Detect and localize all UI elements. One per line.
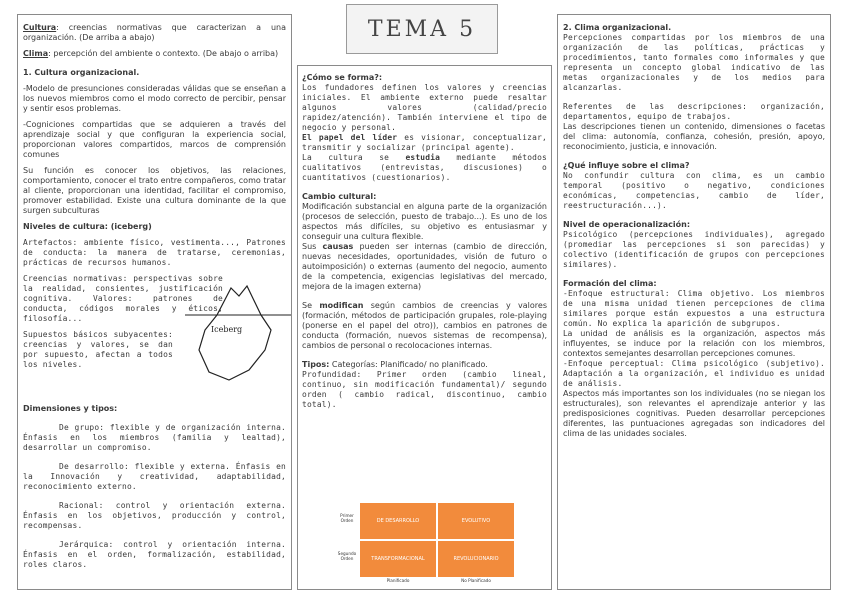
heading-como-se-forma: ¿Cómo se forma?: [302, 73, 383, 82]
paragraph-artefactos: Artefactos: ambiente físico, vestimenta..., Patrones de conducta: la manera de tratarse, ceremonias, prácticas de recursos humanos. [23, 238, 286, 267]
paragraph-aspectos: Aspectos más importantes son los individuales (no se niegan los estructurales), son relevantes el aprendizaje anterior y las predisposiciones cognitivas. Pueden desarrollar percepciones diferentes, las puntuaciones agregadas son indicadores del clima de las unidades sociales. [563, 389, 825, 438]
heading-clima-organizacional: 2. Clima organizacional. [563, 23, 672, 32]
matrix-col-planificado: Planificado [386, 578, 410, 583]
paragraph-clima: Percepciones compartidas por los miembros de una organización de las políticas, prácticas y procedimientos, tanto formales como informales y que representa un concepto global indicativo de las metas organizacionales y de los medios para alcanzarlas. [563, 33, 825, 92]
matrix-cell-revolucionario: REVOLUCIONARIO [438, 541, 514, 577]
cultura-definition: Cultura: creencias normativas que caracterizan a una organización. (De arriba a abajo) [23, 23, 286, 42]
paragraph-funcion: Su función es conocer los objetivos, las relaciones, comportamiento, conocer el trato entre compañeros, como tratar al cliente, proporcionan una identidad, facilitar el compromiso, promover estabilidad. Existe una cultura dominante de la que surgen subculturas [23, 166, 286, 215]
page-title: TEMA 5 [367, 16, 477, 42]
matrix-cell-transformacional: TRANSFORMACIONAL [360, 541, 436, 577]
paragraph-enfoque-estructural: -Enfoque estructural: Clima objetivo. Los miembros de una misma unidad tienen percepciones de clima similares porque están expuestos a una estructura común. No explica la aparición de subgrupos. [563, 289, 825, 328]
clima-definition: Clima: percepción del ambiente o contexto. (De abajo o arriba) [23, 49, 279, 58]
paragraph-estudia: La cultura se estudia mediante métodos cualitativos (entrevistas, discusiones) o cuantitativos (cuestionarios). [302, 153, 547, 182]
heading-que-influye: ¿Qué influye sobre el clima? [563, 161, 690, 170]
iceberg-section [23, 326, 286, 390]
paragraph-enfoque-perceptual: -Enfoque perceptual: Clima psicológico (subjetivo). Adaptación a la organización, el individuo es unidad de análisis. [563, 359, 825, 388]
heading-cambio-cultural: Cambio cultural: [302, 192, 377, 201]
matrix-row-primer-orden: Primer Orden [340, 513, 354, 523]
paragraph-unidad-analisis: La unidad de análisis es la organización, aspectos más influyentes, se induce por la relación con los miembros, contextos semejantes desarrollan percepciones comunes. [563, 329, 825, 358]
heading-formacion-clima: Formación del clima: [563, 279, 657, 288]
paragraph-causas: Sus causas pueden ser internas (cambio de dirección, nuevas necesidades, oportunidades, visión de futuro o autoimposición) o externas (aumento del negocio, aumento de la competencia, exigencias legislativas del mercado, mejora de la imagen externa) [302, 242, 547, 291]
paragraph-profundidad: Profundidad: Primer orden (cambio lineal, continuo, sin modificación fundamental)/ segundo orden ( cambio radical, discontinuo, cambio total). [302, 370, 547, 409]
paragraph-grupo: De grupo: flexible y de organización interna. Énfasis en los miembros (familia y lealtad), desarrollar un compromiso. [23, 423, 286, 452]
heading-niveles: Niveles de cultura: (iceberg) [23, 222, 152, 231]
column-cultura [17, 14, 292, 590]
matrix-col-no-planificado: No Planificado [461, 578, 491, 583]
paragraph-cogniciones: -Cogniciones compartidas que se adquieren a través del aprendizaje social y que configuran la experiencia social, proporcionan valores compartidos, marcos de comprensión comunes [23, 120, 286, 159]
iceberg-icon [183, 280, 292, 395]
paragraph-lider: El papel del líder es visionar, conceptualizar, transmitir y socializar (principal agente). [302, 133, 547, 152]
title-box [346, 4, 498, 54]
heading-dimensiones: Dimensiones y tipos: [23, 404, 118, 413]
paragraph-como: Los fundadores definen los valores y creencias iniciales. El ambiente externo puede resaltar algunos valores (calidad/precio rapidez/atención). También interviene el tipo de negocio y personal. [302, 83, 547, 132]
matrix-cell-evolutivo: EVOLUTIVO [438, 503, 514, 539]
change-type-matrix [336, 503, 514, 583]
paragraph-jerarquica: Jerárquica: control y orientación interna. Énfasis en el orden, formalización, estabilidad, roles claros. [23, 540, 286, 569]
paragraph-influye: No confundir cultura con clima, es un cambio temporal (positivo o negativo, condiciones económicas, competencias, cambio de líder, reestructuración...). [563, 171, 825, 210]
paragraph-nivel: Psicológico (percepciones individuales), agregado (promediar las percepciones si son parecidas) y colectivo (identificación de grupos con percepciones similares). [563, 230, 825, 269]
paragraph-cambio: Modificación substancial en alguna parte de la organización (procesos de selección, puesto de trabajo...). Es uno de los aspectos más difíciles, su objetivo es entusiasmar y conseguir una cultura flexible. [302, 202, 547, 241]
paragraph-supuestos: Supuestos básicos subyacentes: creencias y valores, se dan por supuesto, afectan a todos los niveles. [23, 330, 173, 369]
iceberg-label: Iceberg [211, 325, 243, 334]
paragraph-referentes: Referentes de las descripciones: organización, departamentos, equipo de trabajos. [563, 102, 825, 121]
matrix-cell-de-desarrollo: DE DESARROLLO [360, 503, 436, 539]
paragraph-modelo: -Modelo de presunciones consideradas válidas que se enseñan a los nuevos miembros como el modo correcto de percibir, pensar y sentir esos problemas. [23, 84, 286, 113]
paragraph-descripciones: Las descripciones tienen un contenido, dimensiones o facetas del clima: autonomía, confianza, cohesión, presión, apoyo, reconocimiento, justicia, e innovación. [563, 122, 825, 151]
paragraph-modifican: Se modifican según cambios de creencias y valores (formación, métodos de participación grupales, role-playing (ponerse en el papel del otro)), cambios en patrones de conducta (formación, nuevos sistemas de recompensa), cambios de personal o recolocaciones internas. [302, 301, 547, 350]
matrix-row-segundo-orden: Segundo Orden [337, 551, 357, 561]
column-cambio [297, 65, 552, 590]
heading-nivel-operacionalizacion: Nivel de operacionalización: [563, 220, 691, 229]
paragraph-racional: Racional: control y orientación externa. Énfasis en los objetivos, producción y control, recompensas. [23, 501, 286, 530]
paragraph-creencias: Creencias normativas: perspectivas sobre la realidad, consientes, justificación cognitiva. Valores: patrones de conducta, códigos morales y éticos, filosofía... [23, 274, 223, 323]
column-clima [557, 14, 831, 590]
heading-cultura-organizacional: 1. Cultura organizacional. [23, 68, 140, 77]
paragraph-desarrollo: De desarrollo: flexible y externa. Énfasis en la Innovación y creatividad, adaptabilidad, reconocimiento externo. [23, 462, 286, 491]
paragraph-tipos: Tipos: Categorías: Planificado/ no planificado. [302, 360, 488, 369]
